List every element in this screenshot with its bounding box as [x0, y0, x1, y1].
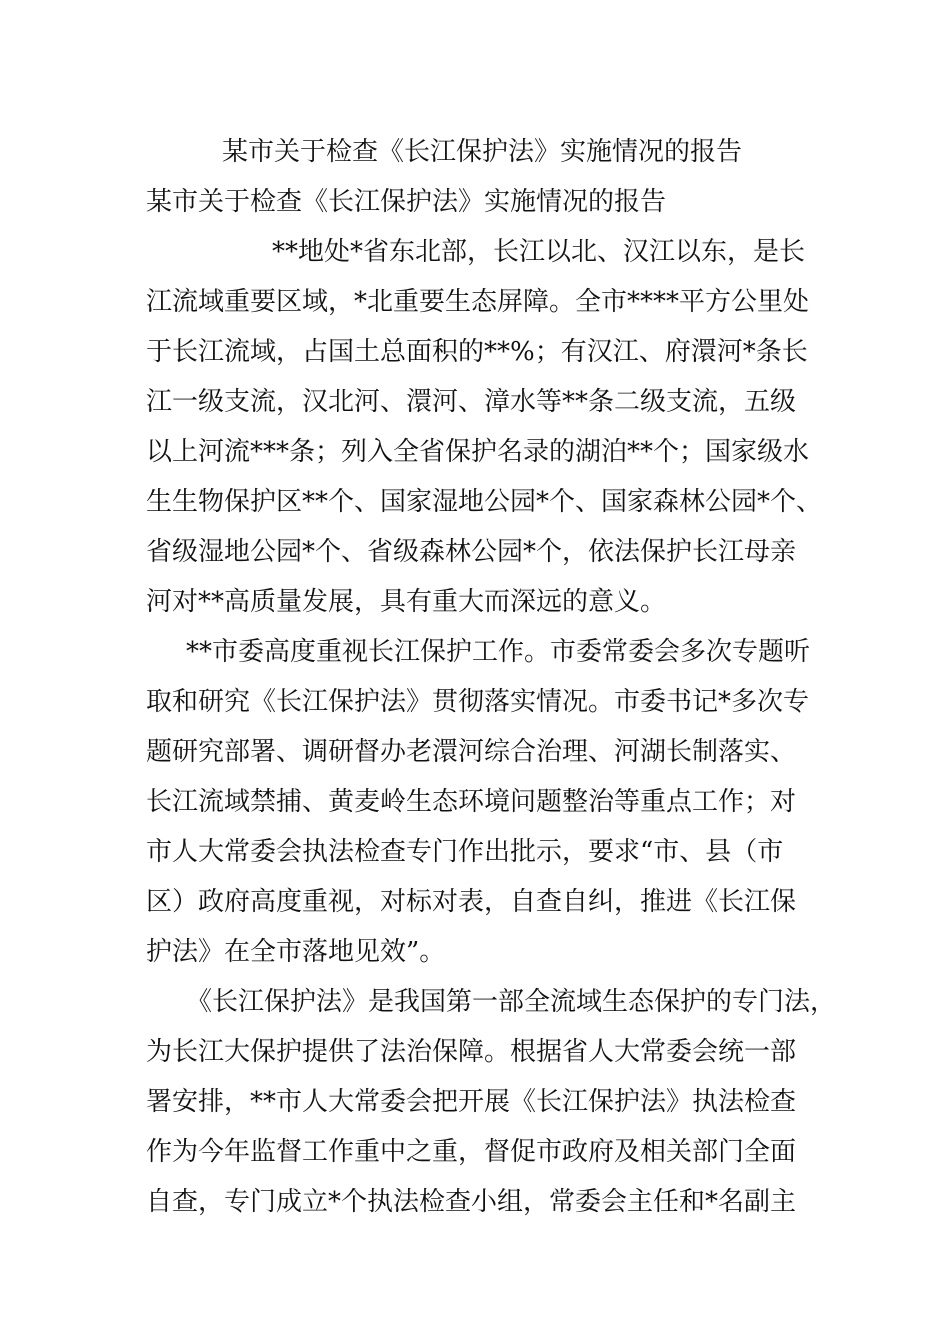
- paragraph-1-line-3: 于长江流域，占国土总面积的**%；有汉江、府澴河*条长: [146, 337, 808, 367]
- paragraph-2-line-2: 取和研究《长江保护法》贯彻落实情况。市委书记*多次专: [146, 687, 810, 717]
- paragraph-2-line-1: **市委高度重视长江保护工作。市委常委会多次专题听: [186, 637, 811, 667]
- paragraph-1-line-4: 江一级支流，汉北河、澴河、漳水等**条二级支流，五级: [146, 387, 797, 417]
- paragraph-2-line-6: 区）政府高度重视，对标对表，自查自纠，推进《长江保: [146, 887, 797, 917]
- paragraph-2-line-7: 护法》在全市落地见效”。: [146, 937, 446, 967]
- paragraph-2-line-4: 长江流域禁捕、黄麦岭生态环境问题整治等重点工作；对: [146, 787, 797, 817]
- paragraph-2-line-5: 市人大常委会执法检查专门作出批示，要求“市、县（市: [146, 837, 784, 867]
- paragraph-1-line-8: 河对**高质量发展，具有重大而深远的意义。: [146, 587, 667, 617]
- paragraph-3-line-3: 署安排，**市人大常委会把开展《长江保护法》执法检查: [146, 1087, 797, 1117]
- paragraph-1-line-6: 生生物保护区**个、国家湿地公园*个、国家森林公园*个、: [146, 487, 823, 517]
- report-title: 某市关于检查《长江保护法》实施情况的报告: [222, 137, 743, 167]
- paragraph-3-line-5: 自查，专门成立*个执法检查小组，常委会主任和*名副主: [146, 1187, 797, 1217]
- paragraph-1-line-1: **地处*省东北部，长江以北、汉江以东，是长: [272, 237, 806, 267]
- paragraph-1-line-2: 江流域重要区域，*北重要生态屏障。全市****平方公里处: [146, 287, 810, 317]
- paragraph-3-line-1: 《长江保护法》是我国第一部全流域生态保护的专门法，: [186, 987, 837, 1017]
- report-subtitle: 某市关于检查《长江保护法》实施情况的报告: [146, 187, 667, 217]
- paragraph-1-line-7: 省级湿地公园*个、省级森林公园*个，依法保护长江母亲: [146, 537, 797, 567]
- paragraph-3-line-2: 为长江大保护提供了法治保障。根据省人大常委会统一部: [146, 1037, 797, 1067]
- paragraph-1-line-5: 以上河流***条；列入全省保护名录的湖泊**个；国家级水: [146, 437, 810, 467]
- paragraph-3-line-4: 作为今年监督工作重中之重，督促市政府及相关部门全面: [146, 1137, 797, 1167]
- paragraph-2-line-3: 题研究部署、调研督办老澴河综合治理、河湖长制落实、: [146, 737, 797, 767]
